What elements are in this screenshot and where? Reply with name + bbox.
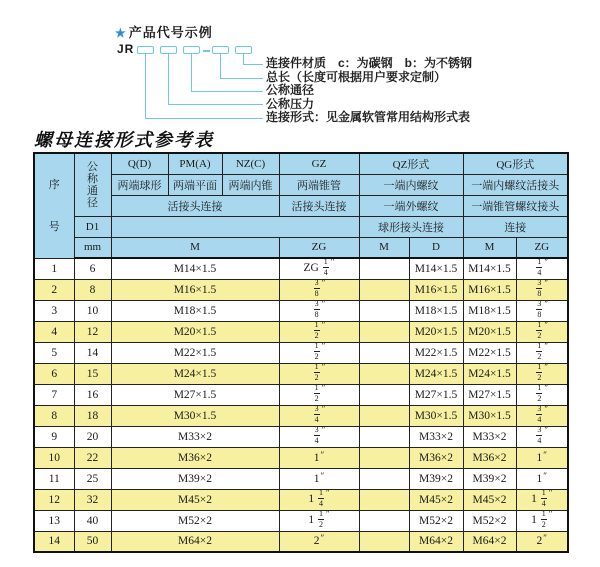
cell-zg: $\frac{3}{4}$ ″	[279, 405, 359, 426]
table-row	[34, 258, 568, 279]
cell-zg: $\frac{1}{2}$ ″	[279, 321, 359, 342]
cell-zg: 1 $\frac{1}{4}$ ″	[279, 489, 359, 510]
cell-qg-zg: 1 $\frac{1}{2}$ ″	[516, 510, 568, 531]
header-group-qg: QG形式	[463, 153, 568, 174]
cell-qg-m: M30×1.5	[463, 405, 516, 426]
cell-m: M64×2	[111, 531, 279, 552]
label-total-length: 总长（长度可根据用户要求定制）	[266, 70, 447, 84]
cell-zg: $\frac{1}{2}$ ″	[279, 363, 359, 384]
label-nominal-pressure: 公称压力	[266, 97, 315, 111]
cell-seq: 5	[34, 342, 74, 363]
header-ball-joint: 球形接头连接	[359, 216, 463, 237]
cell-qz-m	[359, 510, 409, 531]
cell-dn: 25	[74, 468, 111, 489]
table-body	[34, 258, 568, 552]
cell-qz-m	[359, 405, 409, 426]
cell-qg-m: M22×1.5	[463, 342, 516, 363]
table-row	[34, 447, 568, 468]
cell-qz-d: M27×1.5	[409, 384, 463, 405]
cell-qg-zg: $\frac{1}{2}$ ″	[516, 342, 568, 363]
cell-seq: 1	[34, 258, 74, 279]
table-row	[34, 363, 568, 384]
cell-qz-d: M14×1.5	[409, 258, 463, 279]
cell-qg-zg: $\frac{3}{8}$ ″	[516, 300, 568, 321]
cell-qg-m: M45×2	[463, 489, 516, 510]
table-row	[34, 489, 568, 510]
cell-seq: 4	[34, 321, 74, 342]
header-conn-gz: 活接头连接	[279, 195, 359, 216]
cell-qz-m	[359, 321, 409, 342]
header-unit-qg-m: M	[463, 237, 516, 258]
product-code-diagram	[0, 0, 600, 126]
leader-line	[220, 54, 221, 78]
cell-qg-zg: $\frac{3}{8}$ ″	[516, 279, 568, 300]
cell-m: M14×1.5	[111, 258, 279, 279]
cell-m: M45×2	[111, 489, 279, 510]
table-row	[34, 300, 568, 321]
leader-line	[168, 104, 263, 105]
header-connect: 连接	[463, 216, 568, 237]
code-box-5	[235, 46, 252, 54]
leader-line	[243, 54, 244, 64]
cell-dn: 8	[74, 279, 111, 300]
cell-qg-m: M18×1.5	[463, 300, 516, 321]
table-row	[34, 384, 568, 405]
leader-line	[191, 54, 192, 91]
header-desc-qg: 一端内螺纹活接头	[463, 174, 568, 195]
diagram-title	[115, 22, 213, 41]
cell-qz-m	[359, 363, 409, 384]
cell-qg-m: M24×1.5	[463, 363, 516, 384]
cell-m: M18×1.5	[111, 300, 279, 321]
cell-seq: 3	[34, 300, 74, 321]
cell-qz-d: M64×2	[409, 531, 463, 552]
cell-m: M16×1.5	[111, 279, 279, 300]
leader-line	[145, 54, 146, 118]
cell-seq: 7	[34, 384, 74, 405]
cell-dn: 40	[74, 510, 111, 531]
cell-seq: 14	[34, 531, 74, 552]
leader-line	[243, 64, 263, 65]
header-group-pma: PM(A)	[168, 153, 222, 174]
diagram-title-text: 产品代号示例	[128, 25, 213, 40]
header-conn-qg: 一端锥管螺纹接头	[463, 195, 568, 216]
table-row	[34, 426, 568, 447]
cell-qg-zg: 2″	[516, 531, 568, 552]
header-desc-qd: 两端球形	[111, 174, 168, 195]
header-group-gz: GZ	[279, 153, 359, 174]
header-group-qz: QZ形式	[359, 153, 463, 174]
cell-dn: 6	[74, 258, 111, 279]
header-unit-m: M	[111, 237, 279, 258]
cell-qg-m: M14×1.5	[463, 258, 516, 279]
code-prefix: JR	[117, 42, 135, 56]
cell-qz-d: M52×2	[409, 510, 463, 531]
cell-qg-m: M33×2	[463, 426, 516, 447]
cell-qz-d: M20×1.5	[409, 321, 463, 342]
table-row	[34, 468, 568, 489]
header-desc-pma: 两端平面	[168, 174, 222, 195]
cell-qg-m: M52×2	[463, 510, 516, 531]
table-row	[34, 531, 568, 552]
cell-qg-zg: 1 $\frac{1}{4}$ ″	[516, 489, 568, 510]
cell-qg-m: M20×1.5	[463, 321, 516, 342]
cell-qz-m	[359, 468, 409, 489]
cell-zg: 1 $\frac{1}{2}$ ″	[279, 510, 359, 531]
cell-m: M24×1.5	[111, 363, 279, 384]
cell-dn: 14	[74, 342, 111, 363]
cell-m: M33×2	[111, 426, 279, 447]
cell-m: M39×2	[111, 468, 279, 489]
leader-line	[191, 91, 263, 92]
leader-line	[168, 54, 169, 104]
cell-seq: 2	[34, 279, 74, 300]
table-header	[34, 153, 568, 258]
leader-line	[220, 78, 263, 79]
code-box-4	[212, 46, 229, 54]
header-unit-zg: ZG	[279, 237, 359, 258]
header-blank	[111, 216, 359, 237]
cell-qz-m	[359, 279, 409, 300]
table-row	[34, 321, 568, 342]
code-box-1	[137, 46, 154, 54]
table-title: 螺母连接形式参考表	[34, 130, 214, 151]
cell-m: M52×2	[111, 510, 279, 531]
cell-qg-m: M27×1.5	[463, 384, 516, 405]
cell-qg-zg: $\frac{1}{4}$ ″	[516, 258, 568, 279]
cell-qz-m	[359, 342, 409, 363]
cell-dn: 20	[74, 426, 111, 447]
table-row	[34, 405, 568, 426]
code-box-3	[183, 46, 200, 54]
label-nominal-diameter: 公称通径	[266, 83, 315, 97]
cell-qz-m	[359, 447, 409, 468]
table-row	[34, 342, 568, 363]
cell-qz-d: M22×1.5	[409, 342, 463, 363]
cell-qg-m: M39×2	[463, 468, 516, 489]
nut-connection-table	[33, 152, 569, 553]
header-seq: 序 号	[34, 153, 74, 258]
header-desc-gz: 两端锥管	[279, 174, 359, 195]
cell-dn: 16	[74, 384, 111, 405]
cell-zg: 2″	[279, 531, 359, 552]
cell-m: M36×2	[111, 447, 279, 468]
cell-seq: 10	[34, 447, 74, 468]
cell-qg-zg: $\frac{1}{2}$ ″	[516, 384, 568, 405]
header-d1: D1	[74, 216, 111, 237]
cell-seq: 8	[34, 405, 74, 426]
cell-m: M20×1.5	[111, 321, 279, 342]
header-desc-qz: 一端内螺纹	[359, 174, 463, 195]
header-unit-qz-m: M	[359, 237, 409, 258]
cell-qz-d: M39×2	[409, 468, 463, 489]
cell-m: M30×1.5	[111, 405, 279, 426]
cell-qz-d: M30×1.5	[409, 405, 463, 426]
header-group-qd: Q(D)	[111, 153, 168, 174]
cell-qz-d: M24×1.5	[409, 363, 463, 384]
star-icon: ★	[115, 26, 127, 40]
cell-qg-zg: 1″	[516, 447, 568, 468]
leader-line	[145, 118, 263, 119]
table-row	[34, 279, 568, 300]
cell-m: M22×1.5	[111, 342, 279, 363]
header-desc-nzc: 两端内锥	[222, 174, 279, 195]
header-unit-qz-d: D	[409, 237, 463, 258]
cell-dn: 10	[74, 300, 111, 321]
cell-qg-m: M36×2	[463, 447, 516, 468]
cell-zg: ZG $\frac{1}{4}$ ″	[279, 258, 359, 279]
cell-zg: 1″	[279, 468, 359, 489]
header-conn-qz: 一端外螺纹	[359, 195, 463, 216]
code-box-2	[160, 46, 177, 54]
cell-qz-d: M45×2	[409, 489, 463, 510]
cell-qg-zg: $\frac{3}{4}$ ″	[516, 405, 568, 426]
cell-seq: 6	[34, 363, 74, 384]
header-conn-union: 活接头连接	[111, 195, 279, 216]
cell-qz-m	[359, 531, 409, 552]
cell-qz-m	[359, 489, 409, 510]
cell-zg: $\frac{3}{8}$ ″	[279, 279, 359, 300]
cell-qz-d: M36×2	[409, 447, 463, 468]
cell-zg: $\frac{1}{2}$ ″	[279, 384, 359, 405]
cell-qg-zg: $\frac{1}{2}$ ″	[516, 363, 568, 384]
cell-dn: 15	[74, 363, 111, 384]
cell-qz-d: M18×1.5	[409, 300, 463, 321]
header-group-nzc: NZ(C)	[222, 153, 279, 174]
cell-dn: 18	[74, 405, 111, 426]
cell-qg-zg: $\frac{1}{2}$ ″	[516, 321, 568, 342]
cell-qz-m	[359, 384, 409, 405]
cell-qz-m	[359, 300, 409, 321]
cell-seq: 12	[34, 489, 74, 510]
cell-qz-d: M33×2	[409, 426, 463, 447]
cell-dn: 32	[74, 489, 111, 510]
cell-qz-m	[359, 258, 409, 279]
header-diameter: 公 称 通 径	[74, 153, 111, 216]
cell-zg: $\frac{1}{2}$ ″	[279, 342, 359, 363]
cell-dn: 22	[74, 447, 111, 468]
cell-seq: 13	[34, 510, 74, 531]
cell-dn: 50	[74, 531, 111, 552]
cell-zg: $\frac{3}{8}$ ″	[279, 300, 359, 321]
cell-m: M27×1.5	[111, 384, 279, 405]
cell-qg-zg: $\frac{3}{4}$ ″	[516, 426, 568, 447]
cell-seq: 11	[34, 468, 74, 489]
cell-zg: 1″	[279, 447, 359, 468]
cell-qg-m: M64×2	[463, 531, 516, 552]
label-material: 连接件材质 c：为碳钢 b：为不锈钢	[266, 56, 473, 70]
cell-qg-zg: 1″	[516, 468, 568, 489]
cell-qz-m	[359, 426, 409, 447]
cell-dn: 12	[74, 321, 111, 342]
cell-qz-d: M16×1.5	[409, 279, 463, 300]
code-dash	[203, 50, 210, 52]
header-unit-qg-zg: ZG	[516, 237, 568, 258]
cell-zg: $\frac{3}{4}$ ″	[279, 426, 359, 447]
label-connection-form: 连接形式：见金属软管常用结构形式表	[266, 110, 471, 124]
header-mm: mm	[74, 237, 111, 258]
cell-seq: 9	[34, 426, 74, 447]
table-row	[34, 510, 568, 531]
cell-qg-m: M16×1.5	[463, 279, 516, 300]
